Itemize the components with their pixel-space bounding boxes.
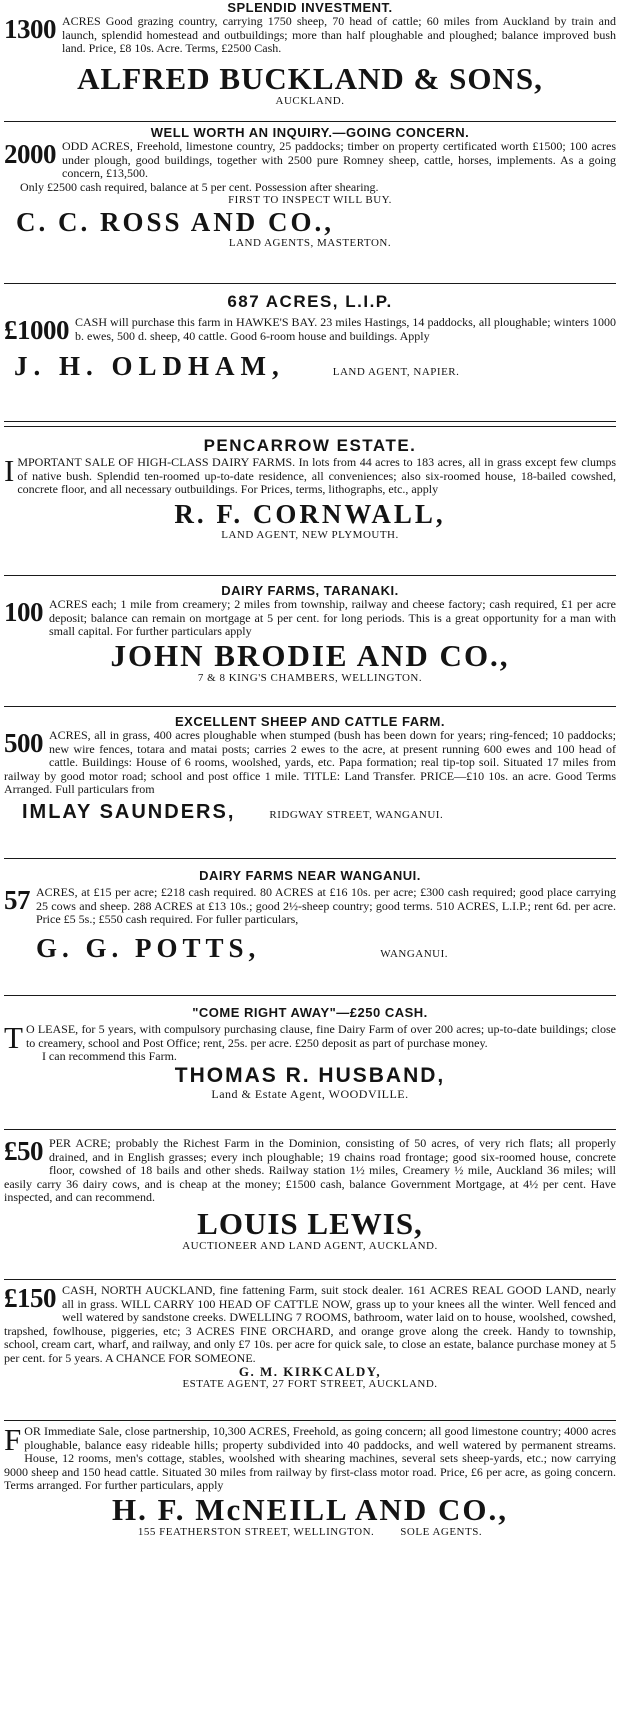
ad-splendid-investment	[4, 0, 616, 118]
ad-heading: 687 ACRES, L.I.P.	[227, 292, 393, 311]
ad-heading: EXCELLENT SHEEP AND CATTLE FARM.	[175, 714, 445, 729]
agent-name: IMLAY SAUNDERS,	[22, 800, 236, 823]
ad-heading: DAIRY FARMS NEAR WANGANUI.	[199, 868, 421, 883]
ad-body: OR Immediate Sale, close partnership, 10,300 ACRES, Freehold, as going concern; all good limestone country; 4000 acres ploughable, balance easy rideable hills; property subdivided into 40 paddocks, and well watered by permanent streams. House, 12 rooms, men's cottage, stables, woolshed with shearing machines, several sets sheep-yards, etc.; now carrying 9000 sheep and 150 head cattle. Situated 30 miles from railway by first-class motor road. Price, £6 per acre, as going concern. Terms arranged. For further particulars, apply	[4, 1425, 616, 1492]
drop-cap: F	[4, 1425, 22, 1457]
divider	[4, 1279, 616, 1280]
ad-body: PER ACRE; probably the Richest Farm in the Dominion, consisting of 50 acres, of very rich flats; all properly drained, and in English grasses; every inch ploughable; 19 chains road frontage; good six-roomed house, concrete floor, cowshed of 18 bails and other sheds. Railway station 1½ miles, Creamery ½ mile, Auckland 36 miles; will easily carry 36 dairy cows, and is cheap at the money; £1500 cash, balance Government Mortgage, at 4½ per cent. Have inspected, and can recommend.	[4, 1137, 616, 1204]
ad-heading: SPLENDID INVESTMENT.	[227, 0, 393, 15]
divider	[4, 121, 616, 122]
ad-body: ODD ACRES, Freehold, limestone country, 25 paddocks; timber on property certificated worth £1500; 100 acres under plough, good buildings, together with 2500 pure Romney sheep, cattle, horses, implements. As a going concern, £13,500.	[62, 139, 616, 180]
lead-number: 2000	[4, 139, 56, 169]
agent-address: ESTATE AGENT, 27 FORT STREET, AUCKLAND.	[182, 1378, 438, 1390]
ad-extra-line: I can recommend this Farm.	[41, 1049, 177, 1063]
agent-address: AUCTIONEER AND LAND AGENT, AUCKLAND.	[182, 1239, 438, 1252]
ad-come-right-away	[4, 1005, 616, 1125]
ad-687-acres	[4, 292, 616, 414]
divider	[4, 858, 616, 859]
sole-agents: SOLE AGENTS.	[400, 1525, 483, 1538]
ad-tagline: FIRST TO INSPECT WILL BUY.	[228, 194, 392, 206]
agent-name: JOHN BRODIE AND CO.,	[110, 637, 510, 673]
lead-number: 1300	[4, 14, 56, 44]
agent-name: J. H. OLDHAM,	[14, 351, 285, 381]
agent-address: WANGANUI.	[380, 947, 449, 960]
agent-name: G. M. KIRKCALDY,	[238, 1364, 382, 1379]
lead-number: £1000	[4, 315, 69, 345]
lead-number: 500	[4, 728, 43, 758]
ad-north-auckland	[4, 1284, 616, 1417]
agent-address: 155 FEATHERSTON STREET, WELLINGTON.	[137, 1525, 375, 1538]
ad-body: ACRES, at £15 per acre; £218 cash required. 80 ACRES at £16 10s. per acre; £300 cash required; good place carrying 25 cows and sheep. 288 ACRES at £13 10s.; good 2½-sheep country; good terms. 510 ACRES, L.I.P.; rent 6d. per acre. Price £5 5s.; £550 cash required. For fuller particulars,	[36, 885, 616, 926]
ad-body: CASH, NORTH AUCKLAND, fine fattening Farm, suit stock dealer. 161 ACRES REAL GOOD LAND, nearly all in grass. WILL CARRY 100 HEAD OF CATTLE NOW, grass up to your knees all the winter. Well fenced and well watered by sandstone creeks. DWELLING 7 ROOMS, bathroom, water laid on to house, woolshed, cowshed, trapshed, fowlhouse, piggeries, etc; 3 ACRES FINE ORCHARD, and orange grove along the creek. Handy to township, school, cream cart, wharf, and railway, and only £7 10s. per acre for quick sale, to close an estate, balance purchase money at 5 per cent. for 5 years. A CHANCE FOR SOMEONE.	[4, 1284, 616, 1365]
ad-extra-line: Only £2500 cash required, balance at 5 per cent. Possession after shearing.	[20, 179, 379, 194]
ad-pencarrow-estate	[4, 436, 616, 571]
divider	[4, 706, 616, 707]
agent-name: G. G. POTTS,	[36, 932, 261, 963]
drop-cap: I	[4, 453, 15, 488]
lead-number: £50	[4, 1137, 43, 1166]
agent-name: LOUIS LEWIS,	[197, 1205, 423, 1241]
divider	[4, 421, 616, 422]
divider	[4, 1420, 616, 1421]
lead-number: 100	[4, 597, 43, 627]
divider	[4, 575, 616, 576]
ad-heading: PENCARROW ESTATE.	[203, 436, 417, 455]
ad-sheep-cattle-farm	[4, 714, 616, 854]
agent-address: LAND AGENT, NEW PLYMOUTH.	[221, 528, 399, 541]
lead-number: £150	[4, 1284, 56, 1313]
ad-richest-farm	[4, 1137, 616, 1277]
ad-body: MPORTANT SALE OF HIGH-CLASS DAIRY FARMS. In lots from 44 acres to 183 acres, all in grass except few clumps of native bush. Splendid ten-roomed up-to-date residence, all conveniences; also six-roomed house, 18-bailed cowshed, concrete floor, and all necessary outbuildings. For Prices, terms, lithographs, etc., apply	[17, 455, 616, 496]
lead-number: 57	[4, 885, 30, 915]
agent-address: Land & Estate Agent, WOODVILLE.	[211, 1086, 409, 1101]
ad-body: ACRES each; 1 mile from creamery; 2 miles from township, railway and cheese factory; cash required, £1 per acre deposit; balance can remain on mortgage at 5 per cent. for long periods. This is a great opportunity for a man with small capital. For further particulars apply	[49, 597, 616, 638]
divider	[4, 995, 616, 996]
agent-name: C. C. ROSS AND CO.,	[16, 207, 335, 237]
agent-name: R. F. CORNWALL,	[174, 498, 446, 529]
agent-name: H. F. McNEILL AND CO.,	[112, 1491, 508, 1527]
agent-address: 7 & 8 KING'S CHAMBERS, WELLINGTON.	[197, 671, 423, 684]
agent-address: RIDGWAY STREET, WANGANUI.	[269, 808, 444, 821]
ad-heading: "COME RIGHT AWAY"—£250 CASH.	[192, 1005, 428, 1020]
agent-name: THOMAS R. HUSBAND,	[174, 1063, 446, 1087]
divider	[4, 1129, 616, 1130]
ad-heading: DAIRY FARMS, TARANAKI.	[221, 583, 399, 598]
ad-body: ACRES Good grazing country, carrying 1750 sheep, 70 head of cattle; 60 miles from Auckland by train and launch, splendid homestead and outbuildings; more than half ploughable and ploughed; balance improved bush land. Price, £8 10s. Acre. Terms, £2500 Cash.	[62, 14, 616, 55]
agent-address: AUCKLAND.	[275, 94, 345, 107]
ad-body: ACRES, all in grass, 400 acres ploughable when stumped (bush has been down for years; ring-fenced; 10 paddocks; new wire fences, totara and matai posts; carries 2 ewes to the acre, at present running 600 ewes and 100 head of cattle. Buildings: House of 6 rooms, woolshed, yards, etc. Papa formation; real tip-top soil. Situated 17 miles from railway by good motor road; school and post office 1 mile. TITLE: Land Transfer. PRICE—£10 10s. an acre. Good Terms Arranged. Full particulars from	[4, 728, 616, 796]
agent-address: LAND AGENT, NAPIER.	[332, 366, 460, 378]
agent-address: LAND AGENTS, MASTERTON.	[228, 237, 392, 249]
ad-body: CASH will purchase this farm in HAWKE'S BAY. 23 miles Hastings, 14 paddocks, all ploughable; winters 1000 b. ewes, 500 d. sheep, 40 cattle. Good 6-room house and buildings. Apply	[75, 315, 616, 343]
ad-dairy-farms-wanganui	[4, 868, 616, 988]
ad-heading: WELL WORTH AN INQUIRY.—GOING CONCERN.	[150, 125, 470, 140]
ad-immediate-sale	[4, 1425, 616, 1707]
agent-name: ALFRED BUCKLAND & SONS,	[77, 60, 543, 96]
divider	[4, 283, 616, 284]
divider	[4, 426, 616, 427]
ad-dairy-farms-taranaki	[4, 583, 616, 701]
ad-body: O LEASE, for 5 years, with compulsory purchasing clause, fine Dairy Farm of over 200 acres; up-to-date buildings; close to creamery, school and Post Office; rent, 25s. per acre. £250 deposit as part of purchase money.	[25, 1022, 616, 1050]
ad-going-concern	[4, 125, 616, 280]
drop-cap: T	[4, 1020, 23, 1055]
